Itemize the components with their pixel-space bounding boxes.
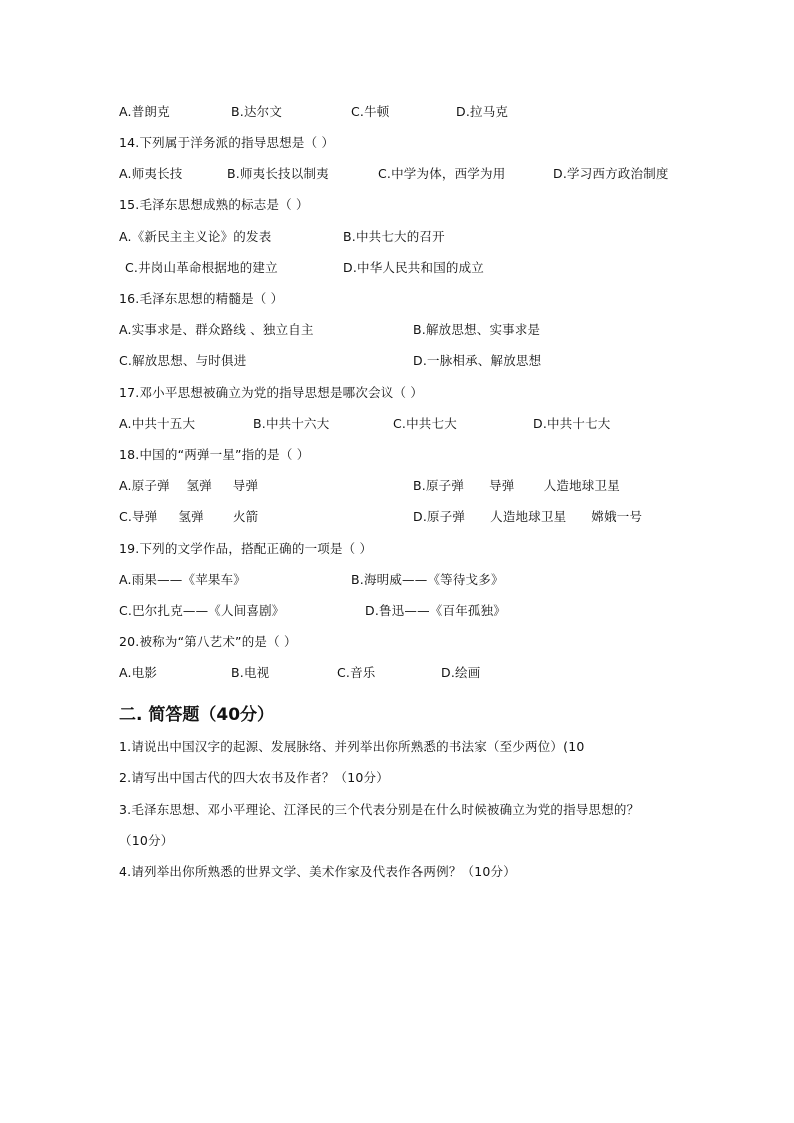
q20-option-c: C.音乐 [337,665,376,680]
q16-text: 16.毛泽东思想的精髓是（ ） [119,291,284,306]
q19-text: 19.下列的文学作品，搭配正确的一项是（ ） [119,541,373,556]
q14-option-a: A.师夷长技 [119,166,183,181]
q14-option-d: D.学习西方政治制度 [553,166,669,181]
q17-option-a: A.中共十五大 [119,416,196,431]
q15-option-d: D.中华人民共和国的成立 [343,260,484,275]
q18-option-d: D.原子弹 人造地球卫星 嫦娥一号 [413,509,643,524]
q15-option-b: B.中共七大的召开 [343,229,445,244]
q19-option-a: A.雨果——《苹果车》 [119,572,247,587]
q13-option-a: A.普朗克 [119,104,170,119]
q16-option-a: A.实事求是、群众路线 、独立自主 [119,322,314,337]
q15-option-a: A.《新民主主义论》的发表 [119,229,272,244]
short-answer-2: 2.请写出中国古代的四大农书及作者？（10分） [119,770,389,785]
q15-option-c: C.井岗山革命根据地的建立 [125,260,278,275]
short-answer-3: 3.毛泽东思想、邓小平理论、江泽民的三个代表分别是在什么时候被确立为党的指导思想的？ [119,802,640,817]
q18-text: 18.中国的“两弹一星”指的是（ ） [119,447,310,462]
q19-option-b: B.海明威——《等待戈多》 [351,572,504,587]
q15-text: 15.毛泽东思想成熟的标志是（ ） [119,197,309,212]
q18-option-a: A.原子弹 氢弹 导弹 [119,478,259,493]
q16-option-b: B.解放思想、实事求是 [413,322,541,337]
q20-option-a: A.电影 [119,665,158,680]
q13-option-d: D.拉马克 [456,104,509,119]
q18-option-b: B.原子弹 导弹 人造地球卫星 [413,478,620,493]
q20-text: 20.被称为“第八艺术”的是（ ） [119,634,297,649]
q14-text: 14.下列属于洋务派的指导思想是（ ） [119,135,335,150]
q20-option-d: D.绘画 [441,665,481,680]
q16-option-d: D.一脉相承、解放思想 [413,353,542,368]
q14-option-c: C.中学为体，西学为用 [378,166,506,181]
q13-option-b: B.达尔文 [231,104,283,119]
q17-option-d: D.中共十七大 [533,416,611,431]
section2-heading: 二. 简答题（40分） [119,705,275,725]
short-answer-1: 1.请说出中国汉字的起源、发展脉络、并列举出你所熟悉的书法家（至少两位）(10 [119,739,585,754]
q17-option-c: C.中共七大 [393,416,457,431]
q20-option-b: B.电视 [231,665,270,680]
q17-text: 17.邓小平思想被确立为党的指导思想是哪次会议（ ） [119,385,424,400]
q18-option-c: C.导弹 氢弹 火箭 [119,509,259,524]
q14-option-b: B.师夷长技以制夷 [227,166,329,181]
q13-option-c: C.牛顿 [351,104,390,119]
short-answer-4: 4.请列举出你所熟悉的世界文学、美术作家及代表作各两例？（10分） [119,864,516,879]
q19-option-c: C.巴尔扎克——《人间喜剧》 [119,603,285,618]
q19-option-d: D.鲁迅——《百年孤独》 [365,603,506,618]
short-answer-3-points: （10分） [119,833,174,848]
q16-option-c: C.解放思想、与时俱进 [119,353,247,368]
q17-option-b: B.中共十六大 [253,416,330,431]
